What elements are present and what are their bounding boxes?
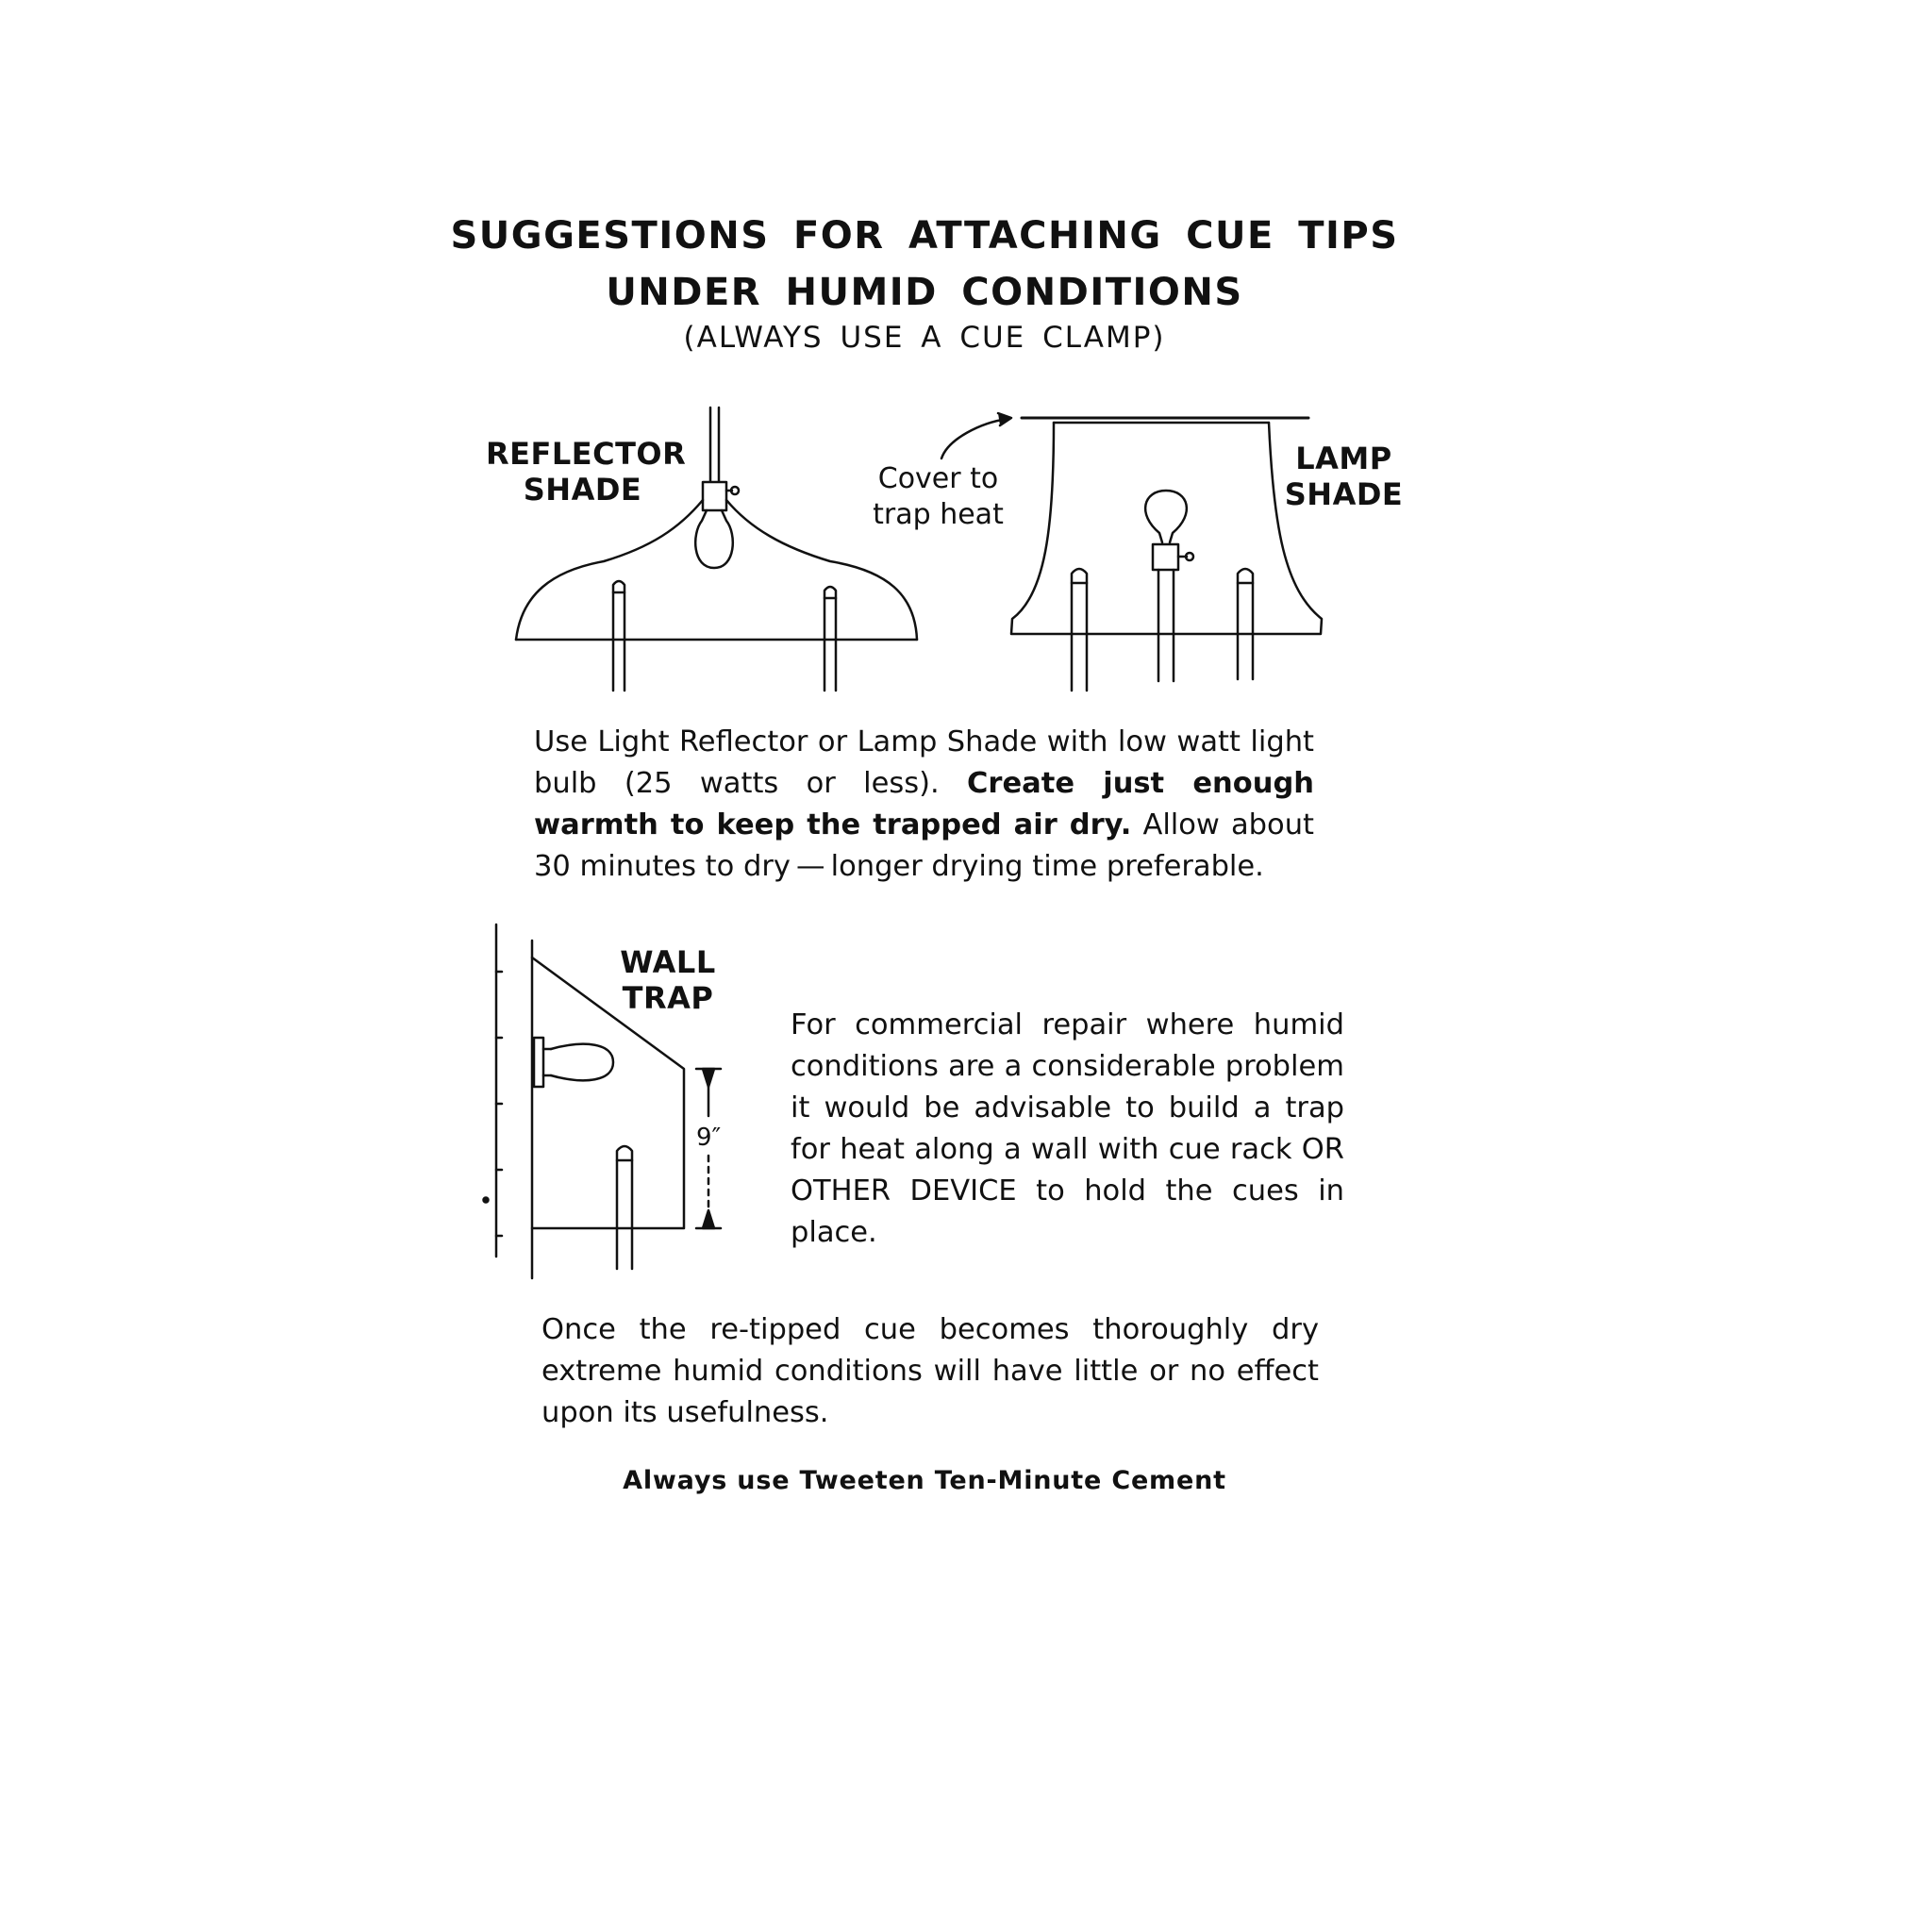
title-line-2: UNDER HUMID CONDITIONS: [606, 271, 1243, 314]
bulb-icon: [551, 1044, 613, 1081]
wall-trap-label: [611, 944, 724, 1016]
wall-illustration: [484, 924, 503, 1257]
wall-trap-line2: TRAP: [622, 980, 714, 1016]
paragraph-once-dry: Once the re-tipped cue becomes thoroughly dry extreme humid conditions will have little or no effect upon its usefulness.: [541, 1313, 1319, 1429]
footer-note: Always use Tweeten Ten-Minute Cement: [623, 1466, 1226, 1495]
lamp-shade-label: [1280, 441, 1407, 512]
dimension-label: 9″: [696, 1124, 722, 1152]
wall-trap-line1: WALL: [620, 944, 716, 980]
paragraph1-bold: Create just enough warmth to keep the trapped air dry.: [534, 767, 1314, 841]
lamp-label-line2: SHADE: [1284, 476, 1404, 512]
bulb-icon: [695, 510, 733, 568]
cover-to-trap-heat-note: [860, 461, 1016, 533]
reflector-shade-label: [486, 436, 687, 508]
lamp-shade-illustration: [1011, 418, 1322, 691]
paragraph1-text-1: Use Light Reflector or Lamp Shade with low watt light bulb (25 watts or less).: [534, 725, 1314, 800]
reflector-label-line1: REFLECTOR: [486, 436, 687, 472]
cover-note-line1: Cover to: [877, 462, 999, 495]
subtitle: (ALWAYS USE A CUE CLAMP): [683, 321, 1166, 355]
title-line-1: SUGGESTIONS FOR ATTACHING CUE TIPS: [450, 214, 1399, 258]
cover-arrow: [941, 413, 1011, 458]
bulb-icon: [1145, 491, 1187, 542]
paragraph-lamp-instructions: [534, 722, 1314, 888]
paragraph-commercial-repair: For commercial repair where humid conditions are a considerable problem it would be advisable to build a trap for heat along a wall with cue rack OR OTHER DEVICE to hold the cues in place.: [791, 1008, 1344, 1249]
lamp-label-line1: LAMP: [1295, 441, 1392, 476]
cover-note-line2: trap heat: [873, 498, 1004, 531]
paragraph1-text-2: Allow about 30 minutes to dry — longer drying time preferable.: [534, 808, 1314, 883]
reflector-label-line2: SHADE: [523, 472, 642, 508]
